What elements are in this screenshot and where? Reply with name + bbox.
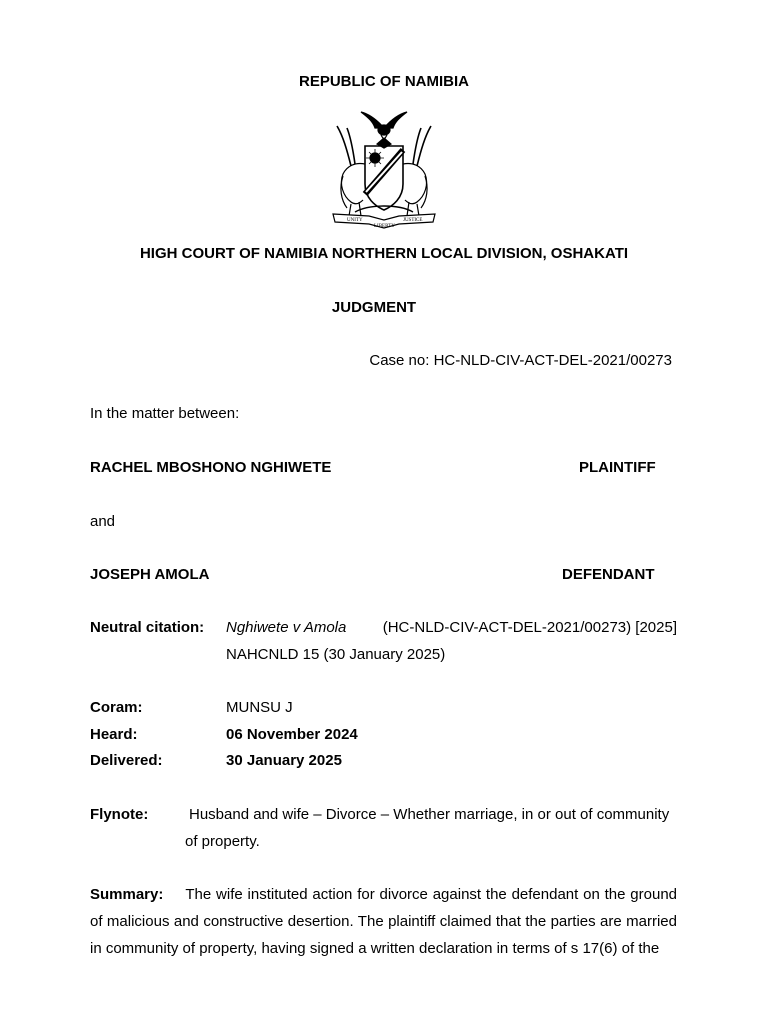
coram-value: MUNSU J <box>226 699 293 716</box>
heard-value: 06 November 2024 <box>226 726 358 743</box>
coat-of-arms-icon <box>325 104 443 232</box>
summary-paragraph <box>90 881 677 962</box>
court-heading: HIGH COURT OF NAMIBIA NORTHERN LOCAL DIVISION, OSHAKATI <box>139 245 629 262</box>
citation-label: Neutral citation: <box>90 619 205 636</box>
summary-label: Summary: <box>90 886 164 903</box>
plaintiff-role: PLAINTIFF <box>579 459 656 476</box>
delivered-value: 30 January 2025 <box>226 752 342 769</box>
case-number: Case no: HC-NLD-CIV-ACT-DEL-2021/00273 <box>369 352 672 369</box>
citation-case-name: Nghiwete v Amola <box>226 619 347 636</box>
heard-label: Heard: <box>90 726 138 743</box>
flynote-line-1: Husband and wife – Divorce – Whether marriage, in or out of community <box>189 806 670 823</box>
plaintiff-name: RACHEL MBOSHONO NGHIWETE <box>90 459 332 476</box>
svg-text:UNITY: UNITY <box>347 218 363 223</box>
and-separator: and <box>90 513 116 530</box>
defendant-name: JOSEPH AMOLA <box>90 566 210 583</box>
citation-line-2: NAHCNLD 15 (30 January 2025) <box>226 646 446 663</box>
judgment-heading: JUDGMENT <box>331 299 417 316</box>
republic-heading: REPUBLIC OF NAMIBIA <box>299 73 469 90</box>
summary-text: The wife instituted action for divorce against the defendant on the ground of malicious and constructive desertion. The plaintiff claimed that the parties are married in community of property, having signed a written declaration in terms of s 17(6) of the <box>90 886 677 957</box>
delivered-label: Delivered: <box>90 752 163 769</box>
coram-label: Coram: <box>90 699 143 716</box>
citation-reference: (HC-NLD-CIV-ACT-DEL-2021/00273) [2025] <box>382 619 677 636</box>
defendant-role: DEFENDANT <box>562 566 655 583</box>
svg-text:JUSTICE: JUSTICE <box>403 218 423 223</box>
svg-text:LIBERTY: LIBERTY <box>374 224 395 229</box>
flynote-line-2: of property. <box>185 833 260 850</box>
citation-line-1 <box>226 619 677 637</box>
flynote-label: Flynote: <box>90 806 149 823</box>
matter-intro: In the matter between: <box>90 405 240 422</box>
